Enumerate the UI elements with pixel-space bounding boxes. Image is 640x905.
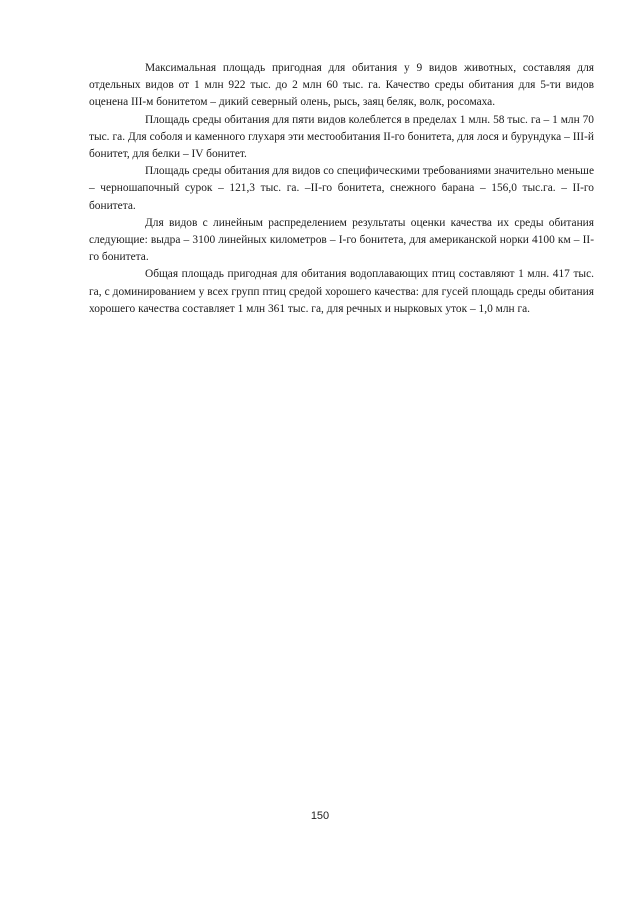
body-text [89,60,594,318]
paragraph: Максимальная площадь пригодная для обитания у 9 видов животных, составляя для отдельных видов от 1 млн 922 тыс. до 2 млн 60 тыс. га. Качество среды обитания для 5-ти видов оценена III-м бонитетом – дикий северный олень, рысь, заяц беляк, волк, росомаха. [89,62,594,109]
paragraph: Площадь среды обитания для видов со специфическими требованиями значительно меньше – черношапочный сурок – 121,3 тыс. га. –II-го бонитета, снежного барана – 156,0 тыс.га. – II-го бонитета. [89,165,594,212]
page-number: 150 [310,810,330,822]
paragraph: Площадь среды обитания для пяти видов колеблется в пределах 1 млн. 58 тыс. га – 1 млн 70 тыс. га. Для соболя и каменного глухаря эти местообитания II-го бонитета, для лося и бурундука – III-й бонитет, для белки – IV бонитет. [89,113,594,161]
paragraph: Общая площадь пригодная для обитания водоплавающих птиц составляют 1 млн. 417 тыс. га, с доминированием у всех групп птиц средой хорошего качества: для гусей площадь среды обитания хорошего качества составляет 1 млн 361 тыс. га, для речных и нырковых уток – 1,0 млн га. [89,268,594,315]
paragraph: Для видов с линейным распределением результаты оценки качества их среды обитания следующие: выдра – 3100 линейных километров – I-го бонитета, для американской норки 4100 км – II-го бонитета. [89,216,594,264]
